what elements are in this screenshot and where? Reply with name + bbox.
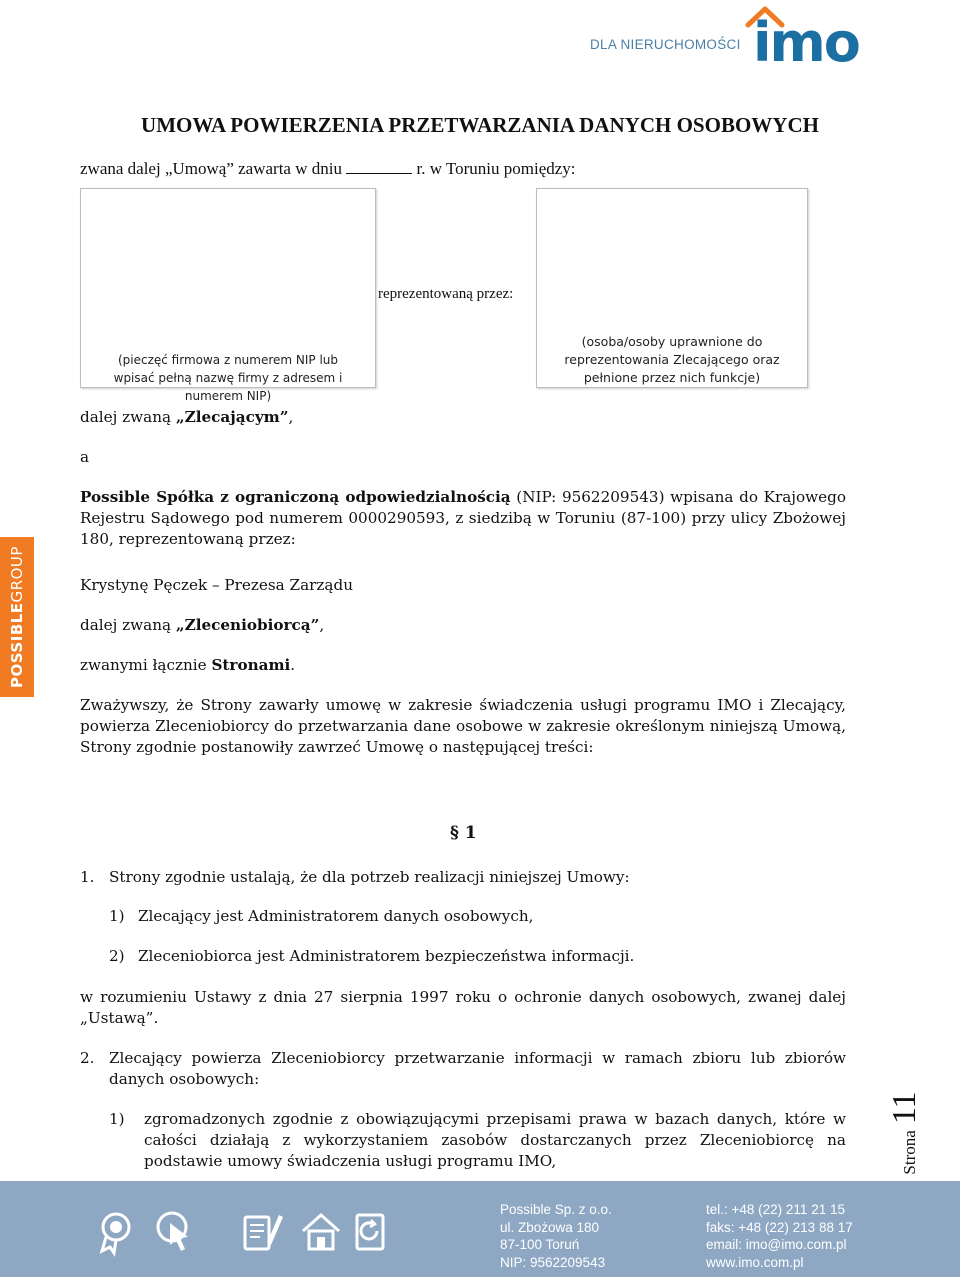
company-stamp-box[interactable] [80,188,376,403]
preamble-paragraph: Zważywszy, że Strony zawarły umowę w zakresie świadczenia usługi programu IMO i Zlecający, powierza Zleceniobiorcy do przetwarzania dane osobowe w zakresie określonym niniejszą Umową, Strony zgodnie postanowiły zawrzeć Umowę o następującej treści: [80,696,846,756]
party2-suffix: , [319,616,325,634]
point1-item-text: Zleceniobiorca jest Administratorem bezpieczeństwa informacji. [138,947,635,965]
refresh-document-icon [347,1207,395,1255]
represented-by-label: reprezentowaną przez: [378,286,514,302]
point1-item-number: 1) [109,907,125,925]
logo-wordmark: imo [753,11,859,74]
page-number-value: 11 [886,1090,923,1124]
footer-contact [706,1201,853,1271]
company-nip: NIP: 9562209543 [500,1254,606,1270]
badge-light: GROUP [8,546,26,603]
conjunction: a [80,448,90,466]
representative-box[interactable] [536,188,808,388]
footer [0,1181,960,1277]
contact-email[interactable]: email: imo@imo.com.pl [706,1237,847,1252]
badge-bold: POSSIBLE [8,602,26,688]
point1-item-number: 2) [109,947,125,965]
intro-before: zwana dalej „Umową” zawarta w dniu [80,159,342,178]
point1-item-text: Zlecający jest Administratorem danych osobowych, [138,907,534,925]
point1-text: Strony zgodnie ustalają, że dla potrzeb realizacji niniejszej Umowy: [109,868,630,886]
contact-phone[interactable]: tel.: +48 (22) 211 21 15 [706,1202,845,1217]
together-suffix: . [290,656,296,674]
party1-name: „Zlecającym” [175,408,289,426]
together-name: Stronami [211,656,291,674]
point2-item-text: zgromadzonych zgodnie z obowiązującymi przepisami prawa w bazach danych, które w całości działają z wykorzystaniem zasobów dostarczanych przez Zleceniobiorcę na podstawie umowy świadczenia usługi programu IMO, [144,1110,846,1170]
representative-name: Krystynę Pęczek – Prezesa Zarządu [80,576,353,594]
party2-paragraph [80,487,846,550]
house-icon [297,1207,345,1255]
page-label: Strona [900,1129,919,1175]
contact-website[interactable]: www.imo.com.pl [706,1254,804,1270]
party1-suffix: , [288,408,294,426]
company-stamp-caption: (pieczęć firmowa z numerem NIP lub wpisać pełną nazwę firmy z adresem i numerem NIP) [113,353,343,403]
company-name: Possible Sp. z o.o. [500,1202,612,1217]
party2-alias-line [80,615,324,636]
point2-text: Zlecający powierza Zleceniobiorcy przetwarzanie informacji w ramach zbioru lub zbiorów danych osobowych: [109,1049,846,1088]
point2-item-number: 1) [109,1110,125,1128]
company-city: 87-100 Toruń [500,1237,580,1252]
document-pen-icon [237,1207,285,1255]
section-heading: § 1 [450,823,477,843]
party2-name: Possible Spółka z ograniczoną odpowiedzialnością [80,488,511,506]
document-title: UMOWA POWIERZENIA PRZETWARZANIA DANYCH OSOBOWYCH [141,113,819,137]
point2-number: 2. [80,1049,95,1067]
page-number-inner [886,1091,924,1174]
certificate-icon [92,1207,140,1255]
together-line [80,655,295,676]
intro-after: r. w Toruniu pomiędzy: [416,159,576,178]
company-street: ul. Zbożowa 180 [500,1219,600,1235]
header-tagline: DLA NIERUCHOMOŚCI [590,37,741,52]
party1-prefix: dalej zwaną [80,408,176,426]
party2-details: (NIP: 9562209543) wpisana do Krajowego Rejestru Sądowego pod numerem 0000290593, z siedzibą w Toruniu (87-100) przy ulicy Zbożowej 180, reprezentowaną przez: [80,488,846,548]
possible-group-badge [0,537,34,697]
party2-alias: „Zleceniobiorcą” [175,616,320,634]
representative-caption: (osoba/osoby uprawnione do reprezentowania Zlecającego oraz pełnione przez nich funkcje) [564,334,780,385]
date-blank[interactable] [346,159,412,174]
together-prefix: zwanymi łącznie [80,656,212,674]
contact-fax: faks: +48 (22) 213 88 17 [706,1219,853,1235]
party2-prefix: dalej zwaną [80,616,176,634]
intro-line [80,159,576,179]
point1-number: 1. [80,868,95,886]
party1-line [80,407,293,428]
cursor-click-icon [152,1207,200,1255]
imo-logo [745,5,885,74]
point1-closing: w rozumieniu Ustawy z dnia 27 sierpnia 1997 roku o ochronie danych osobowych, zwanej dalej „Ustawą”. [80,988,846,1027]
badge-text [8,546,26,688]
page-number [875,1085,935,1180]
footer-company [500,1201,612,1271]
